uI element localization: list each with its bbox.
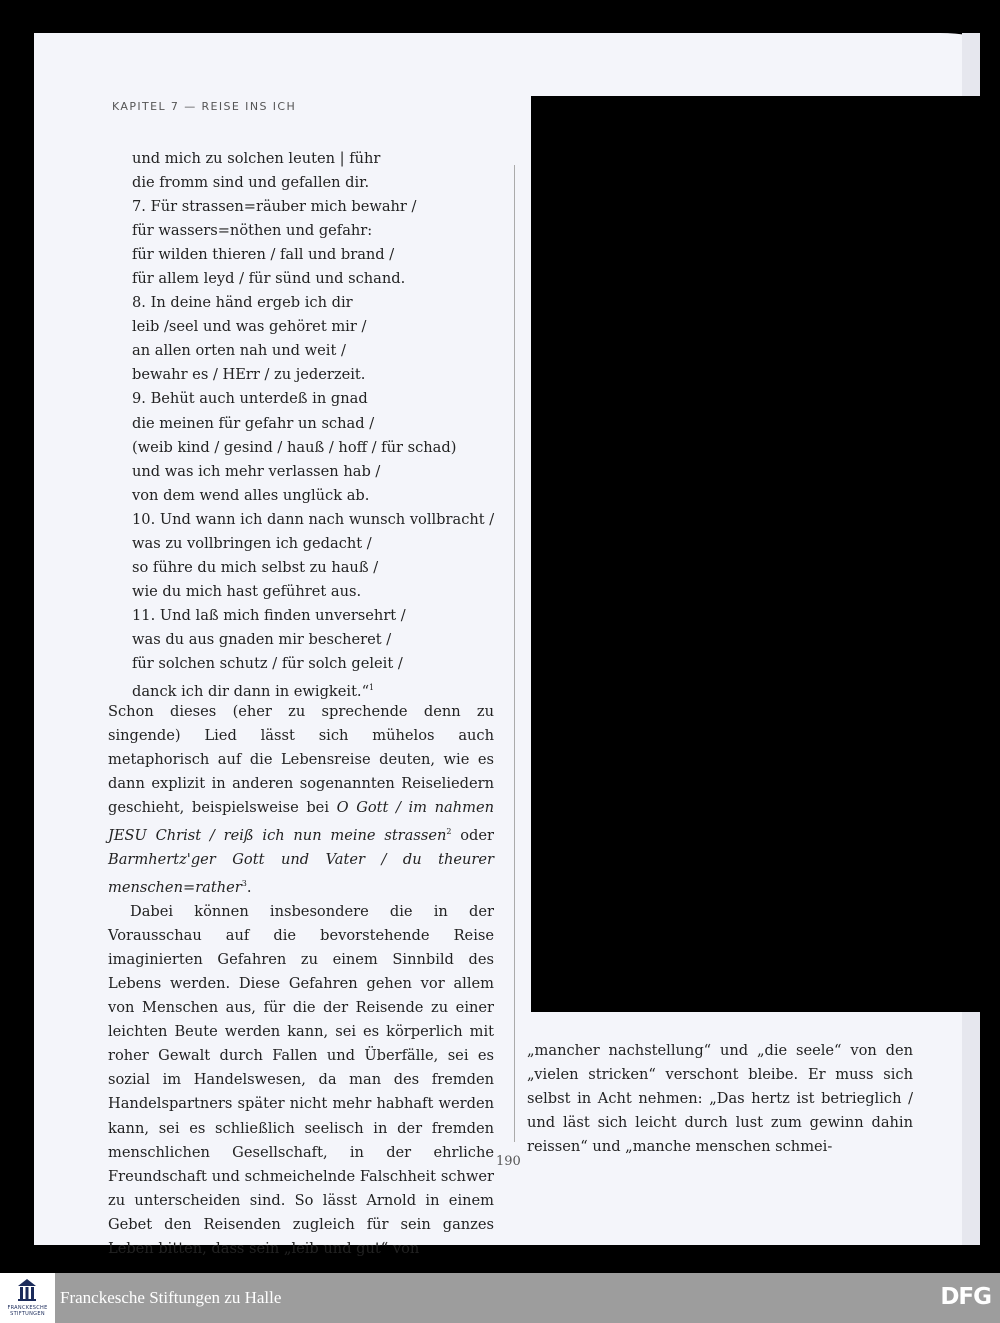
verse-line: und was ich mehr verlassen hab /: [132, 462, 381, 480]
verse-line: von dem wend alles unglück ab.: [132, 486, 370, 504]
paragraph: Dabei können insbesondere die in der Vorausschau auf die bevorstehende Reise imaginierten Gefahren zu einem Sinnbild des Lebens werden. Diese Gefahren gehen vor allem von Menschen aus, für die der Reisende zu einer leichten Beute werden kann, sei es körperlich mit roher Gewalt durch Fallen und Überfälle, sei es sozial im Handelswesen, da man des fremden Handelspartners später nicht mehr habhaft werden kann, sei es schließlich seelisch in der fremden menschlichen Gesellschaft, in der ehrliche Freundschaft und schmeichelnde Falschheit schwer zu unterscheiden sind. So lässt Arnold in einem Gebet den Reisenden zugleich für sein ganzes Leben bitten, dass sein „leib und gut“ von: [108, 903, 494, 1257]
institution-logo[interactable]: [0, 1273, 55, 1323]
verse-line: für wassers=nöthen und gefahr:: [132, 222, 373, 240]
verse-line: an allen orten nah und weit /: [132, 342, 346, 360]
verse-line: bewahr es / HErr / zu jederzeit.: [132, 366, 366, 384]
logo-text: FRANCKESCHE STIFTUNGEN: [7, 1305, 48, 1317]
verse-line: die fromm sind und gefallen dir.: [132, 174, 370, 192]
verse-line: 8. In deine händ ergeb ich dir: [132, 294, 353, 312]
running-header: KAPITEL 7 — REISE INS ICH: [112, 100, 297, 113]
body-text-right-column: [527, 1039, 913, 1159]
verse-line: und mich zu solchen leuten | führ: [132, 150, 381, 167]
hymn-title: O Gott / im nahmen JESU Christ / reiß ich nun meine strassen: [108, 799, 494, 845]
verse-line: was du aus gnaden mir bescheret /: [132, 630, 392, 648]
verse-line: für wilden thieren / fall und brand /: [132, 246, 395, 264]
column-divider: [514, 165, 515, 1142]
dfg-logo[interactable]: DFG: [940, 1284, 991, 1310]
verse-line: (weib kind / gesind / hauß / hoff / für schad): [132, 438, 457, 456]
verse-line: 7. Für strassen=räuber mich bewahr /: [132, 198, 417, 216]
verse-line: für solchen schutz / für solch geleit /: [132, 654, 403, 672]
verse-line: wie du mich hast geführet aus.: [132, 582, 362, 600]
page-number: 190: [496, 1154, 521, 1169]
footnote-marker: 2: [446, 827, 452, 837]
verse-line: die meinen für gefahr un schad /: [132, 414, 375, 432]
verse-line: danck ich dir dann in ewigkeit.“$^1$: [132, 682, 375, 700]
verse-line: so führe du mich selbst zu hauß /: [132, 558, 379, 576]
paragraph: Schon dieses (eher zu sprechende denn zu singende) Lied lässt sich mühelos auch metaphorisch auf die Lebensreise deuten, wie es dann explizit in anderen sogenannten Reiseliedern geschieht, beispielsweise bei O Gott / im nahmen JESU Christ / reiß ich nun meine strassen$^2$ oder Barmhertz'ger Gott und Vater / du theurer menschen=rather$^3$.: [108, 703, 494, 897]
redaction-block: [531, 96, 980, 1012]
verse-line: leib /seel und was gehöret mir /: [132, 318, 367, 336]
verse-line: was zu vollbringen ich gedacht /: [132, 534, 372, 552]
verse-line: 9. Behüt auch unterdeß in gnad: [132, 390, 368, 408]
verse-line: 10. Und wann ich dann nach wunsch vollbracht /: [132, 510, 495, 528]
hymn-verse: [132, 147, 512, 704]
body-text-left-column: [108, 700, 494, 1261]
footnote-marker: 3: [241, 879, 247, 889]
hymn-title: Barmhertz'ger Gott und Vater / du theurer menschen=rather: [108, 851, 494, 897]
footnote-marker: 1: [369, 683, 375, 693]
viewer-footer: [0, 1273, 1000, 1323]
verse-line: 11. Und laß mich finden unversehrt /: [132, 606, 406, 624]
verse-line: für allem leyd / für sünd und schand.: [132, 270, 406, 288]
institution-name[interactable]: Franckesche Stiftungen zu Halle: [60, 1288, 282, 1307]
building-icon: [18, 1279, 36, 1301]
paragraph: „mancher nachstellung“ und „die seele“ von den „vielen stricken“ verschont bleibe. Er muss sich selbst in Acht nehmen: „Das hertz ist betrieglich / und läst sich leicht durch lust zum gewinn dahin reissen“ und „manche menschen schmei-: [527, 1042, 913, 1156]
